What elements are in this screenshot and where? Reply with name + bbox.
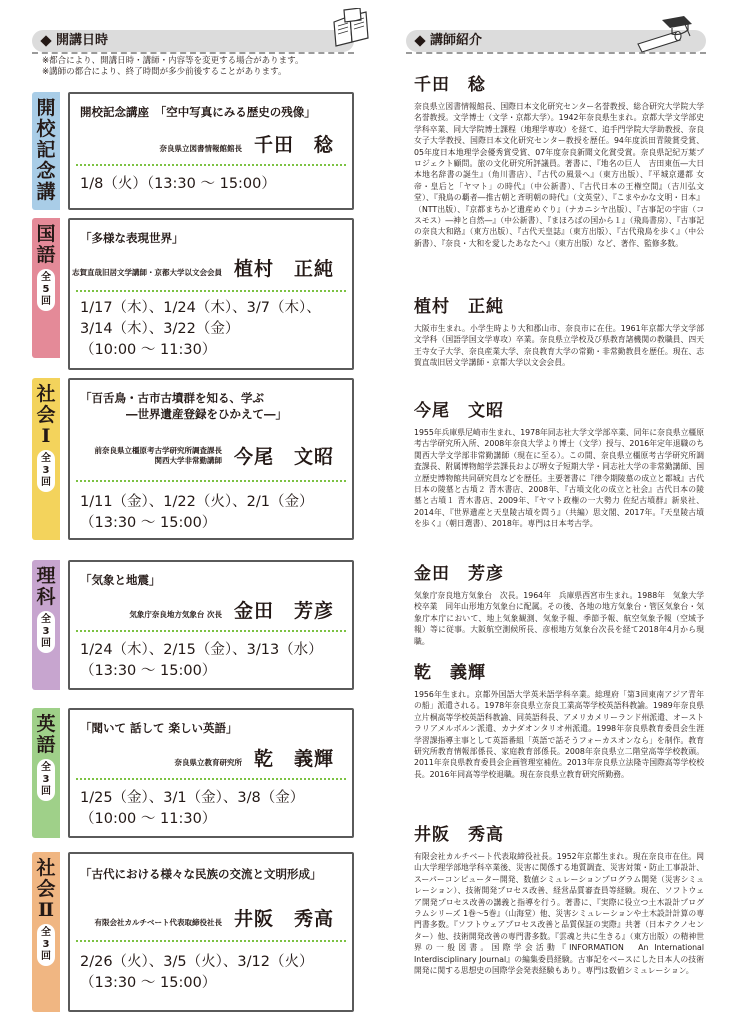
course-lecturer (159, 130, 334, 157)
course-shakai-1 (32, 378, 354, 540)
date-line: 3/14（木）、3/22（金） (80, 321, 240, 337)
session-count: 全 3 回 (37, 611, 55, 653)
course-dates (80, 174, 276, 195)
date-line: （13:30 〜 15:00） (80, 663, 217, 679)
subject-label: 国 語 (36, 223, 56, 266)
course-kokugo (32, 218, 354, 370)
course-lecturer (94, 904, 334, 931)
subject-tab (32, 708, 60, 838)
profile-imao (414, 400, 704, 530)
course-card (68, 218, 354, 370)
course-lecturer (72, 254, 334, 281)
course-card (68, 708, 354, 838)
dotted-divider (76, 164, 346, 166)
profile-senda (414, 74, 704, 249)
course-title: 「気象と地震」 (80, 573, 161, 587)
profile-name: 植村 正純 (414, 297, 504, 317)
lecturer-affiliation: 志賀直哉旧居文学講師・京都大学以文会会員 (71, 268, 222, 277)
graduation-cap-diploma-icon (636, 14, 694, 54)
date-line: 1/8（火）（13:30 〜 15:00） (80, 176, 276, 192)
note-line: ※都合により、開講日時・講師・内容等を変更する場合があります。 (42, 56, 304, 66)
course-title: 「多様な表現世界」 (80, 231, 184, 245)
lecturer-name: 金田 芳彦 (233, 600, 334, 622)
lecturer-name: 今尾 文昭 (233, 446, 334, 468)
course-dates (80, 640, 323, 682)
session-count: 全 3 回 (37, 924, 55, 966)
profile-name: 乾 義輝 (414, 663, 486, 683)
date-line: （10:00 〜 11:30） (80, 811, 217, 827)
date-line: 2/26（火）、3/5（火）、3/12（火） (80, 954, 314, 970)
course-card (68, 852, 354, 1012)
course-card (68, 560, 354, 690)
course-dates (80, 298, 321, 361)
date-line: 1/25（金）、3/1（金）、3/8（金） (80, 790, 305, 806)
lecturer-header-title: 講師紹介 (430, 33, 483, 48)
session-count: 全 3 回 (37, 759, 55, 801)
profile-name: 千田 稔 (414, 75, 486, 95)
dotted-divider (76, 290, 346, 292)
course-title: 「古代における様々な民族の交流と文明形成」 (80, 867, 322, 881)
dotted-divider (76, 940, 346, 942)
profile-name: 金田 芳彦 (414, 564, 504, 584)
profile-name: 今尾 文昭 (414, 401, 504, 421)
profile-bio: 有限会社カルチベート代表取締役社長。1952年京都生まれ。現在奈良市在住。岡山大学理学部地学科卒業後、災害に関係する地質調査、災害対策・防止工事設計、スーパーコンピューター開発、数値シミュレーションプログラム開発（災害シミュレーション）、技術開発プロセス改善、経営品質審査員等経験。現在、ソフトウェア開発プロセス改善の講義と指導を行う。著書に、『実際に役立つ土木設計プログラムシリーズ 1巻〜5巻』（山海堂）他、災害シミュレーションや土木設計計算の専門書多数。『ソフトウェアプロセス改善と品質保証の実際』共著（日本テクノセンター）他、技術開発改善の専門書多数。『雲魂と共に生きる』（東方出版）の精神世界の一般図書。国際学会活動『INFORMATION An International Interdisciplinary Journal』の編集委員経験。古事記をベースにした日本人の技術開発に関する思想史の国際学会発表経験もあり。専門は数値シミュレーション。 (414, 852, 704, 976)
subject-label: 社 会 Ⅰ (36, 383, 56, 447)
course-lecturer (129, 596, 334, 623)
subject-label: 社 会 Ⅱ (36, 857, 56, 921)
profile-bio: 1956年生まれ。京都外国語大学英米語学科卒業。総理府「第3回東南アジア青年の船」派遣される。1978年奈良県立奈良工業高等学校英語科教諭。1989年奈良県立片桐高等学校英語科教諭、同英語科長、アメリカメリーランド州派遣、オーストラリアメルボルン派遣、カナダオンタリオ州派遣。1998年奈良県教育委員会生涯学習課指導主事として英語番組「英語で話そうフォーカスオンなら」を制作。教育研究所教育情報部係長、家庭教育部係長。2008年奈良県立二階堂高等学校教頭。2011年奈良県教育委員会企画管理室補佐。2013年奈良県立法隆寺国際高等学校校長。2016年同高等学校退職。現在奈良県立教育研究所勤務。 (414, 690, 704, 779)
course-card (68, 92, 354, 210)
date-line: （13:30 〜 15:00） (80, 975, 217, 991)
course-title: 開校記念講座 「空中写真にみる歴史の残像」 (80, 105, 316, 119)
lecturer-affiliation: 有限会社カルチベート代表取締役社長 (94, 918, 222, 927)
dotted-divider (76, 630, 346, 632)
profile-bio: 大阪市生まれ。小学生時より大和郡山市、奈良市に在住。1961年京都大学文学部文学科（国語学国文学専攻）卒業。奈良県立学校及び県教育諸機関の教職員、四天王寺女子大学、奈良産業大学、奈良教育大学の常勤・非常勤教員を歴任。現在、志賀直哉旧居文学講師・京都大学以文会会員。 (414, 324, 704, 368)
diamond-bullet-icon (40, 35, 51, 46)
subject-tab (32, 560, 60, 690)
course-title: 「聞いて 話して 楽しい英語」 (80, 721, 238, 735)
course-lecturer (94, 442, 334, 469)
schedule-header-title: 開講日時 (56, 33, 109, 48)
course-card (68, 378, 354, 540)
course-dates (80, 788, 304, 830)
lecturer-name: 乾 義輝 (253, 748, 334, 770)
subject-tab (32, 852, 60, 1012)
profile-uemura (414, 296, 704, 369)
schedule-notes (42, 56, 303, 78)
course-dates (80, 492, 313, 534)
session-count: 全 5 回 (37, 269, 55, 311)
lecturer-name: 植村 正純 (233, 258, 334, 280)
dotted-divider (76, 480, 346, 482)
course-dates (80, 952, 313, 994)
diamond-bullet-icon (414, 35, 425, 46)
profile-name: 井阪 秀高 (414, 825, 504, 845)
subject-label: 理 科 (36, 565, 56, 608)
profile-isaka (414, 824, 704, 976)
session-count: 全 3 回 (37, 450, 55, 492)
subject-tab (32, 378, 60, 540)
subject-tab (32, 92, 60, 210)
profile-bio: 気象庁奈良地方気象台 次長。1964年 兵庫県西宮市生まれ。1988年 気象大学校卒業 同年山形地方気象台に配属。その後、各地の地方気象台・管区気象台・気象庁本庁において、地上気象観測、気象予報、季節予報、航空気象予報（空域予報）等に従事。大阪航空測候所長、彦根地方気象台次長を経て2018年4月から現職。 (414, 591, 704, 646)
lecturer-affiliation: 気象庁奈良地方気象台 次長 (129, 610, 222, 619)
lecturer-name: 井阪 秀高 (233, 908, 334, 930)
subject-label: 英 語 (36, 713, 56, 756)
date-line: （10:00 〜 11:30） (80, 342, 217, 358)
subject-label: 開 校 記 念 講 (36, 97, 56, 203)
course-kaikou (32, 92, 354, 210)
course-eigo (32, 708, 354, 838)
course-rika (32, 560, 354, 690)
lecturer-affiliation: 奈良県立教育研究所 (174, 758, 242, 767)
course-title: 「百舌鳥・古市古墳群を知る、学ぶ ―世界遺産登録をひかえて―」 (80, 391, 287, 421)
course-shakai-2 (32, 852, 354, 1012)
date-line: 1/11（金）、1/22（火）、2/1（金） (80, 494, 314, 510)
book-icon (330, 8, 372, 48)
profile-kaneda (414, 563, 704, 647)
note-line: ※講師の都合により、終了時間が多少前後することがあります。 (42, 67, 287, 77)
date-line: 1/24（木）、2/15（金）、3/13（水） (80, 642, 323, 658)
dotted-divider (76, 778, 346, 780)
subject-tab (32, 218, 60, 358)
lecturer-affiliation: 奈良県立図書情報館館長 (159, 144, 242, 153)
profile-inui (414, 662, 704, 780)
lecturer-name: 千田 稔 (253, 134, 334, 156)
schedule-header (32, 30, 354, 52)
schedule-header-divider (32, 52, 354, 54)
course-lecturer (174, 744, 334, 771)
date-line: （13:30 〜 15:00） (80, 515, 217, 531)
date-line: 1/17（木）、1/24（木）、3/7（木）、 (80, 300, 321, 316)
profile-bio: 1955年兵庫県尼崎市生まれ、1978年同志社大学文学部卒業、同年に奈良県立橿原考古学研究所入所、2008年奈良大学より博士（文学）授与、2016年定年退職のち関西大学文学部非常勤講師（現在に至る）。この間、奈良県立橿原考古学研究所調査課長、附属博物館学芸課長および堺女子短期大学・同志社大学の非常勤講師、国立歴史博物館共同研究員などを歴任。主要著書に『律令期陵墓の成立と都城』古代日本の陵墓と古墳２ 青木書店、2008年、『古墳文化の成立と社会』古代日本の陵墓と古墳１ 青木書店、2009年、『ヤマト政権の一大勢力 佐紀古墳群』新泉社、2014年、『世界遺産と天皇陵古墳を問う』（共編）思文閣、2017年。『天皇陵古墳を歩く』（朝日選書）、2018年。専門は日本考古学。 (414, 428, 704, 529)
profile-bio: 奈良県立図書情報館長、国際日本文化研究センター名誉教授、総合研究大学院大学名誉教授。文学博士（文学・京都大学）。1942年奈良県生まれ。京都大学文学部史学科卒業、同大学院博士課程（地理学専攻）を経て、追手門学院大学助教授、奈良女子大学教授、国際日本文化研究センター教授を歴任。94年度浜田青陵賞受賞、05年度日本地理学会優秀賞受賞、07年度奈良新聞文化賞受賞。奈良県記紀万葉プロジェクト顧問。旅の文化研究所評議員。著書に、『地名の巨人 吉田東伍―大日本地名辞書の誕生』（角川書店）、『古代の風景へ』（東方出版）、『平城京遷都 女帝・皇后と「ヤマト」の時代』（中公新書）、『古代日本の王権空間』（吉川弘文堂）、『飛鳥の覇者―推古朝と斉明朝の時代』（文英堂）、『こまやかな文明・日本』（NTT出版）、『京都まちかど遺産めぐり』（ナカニシヤ出版）、『古事記の宇宙（コスモス）―神と自然―』（中公新書）、『まほろばの国から１』（飛鳥書房）、『古事記の奈良大和路』（東方出版）、『古代天皇誌』（東方出版）、『古代飛鳥を歩く』（中公新書）、『奈良・大和を愛したあなたへ』（東方出版）など、著作、監修多数。 (414, 102, 704, 248)
lecturer-affiliation: 前奈良県立橿原考古学研究所調査課長 関西大学非常勤講師 (94, 445, 222, 465)
